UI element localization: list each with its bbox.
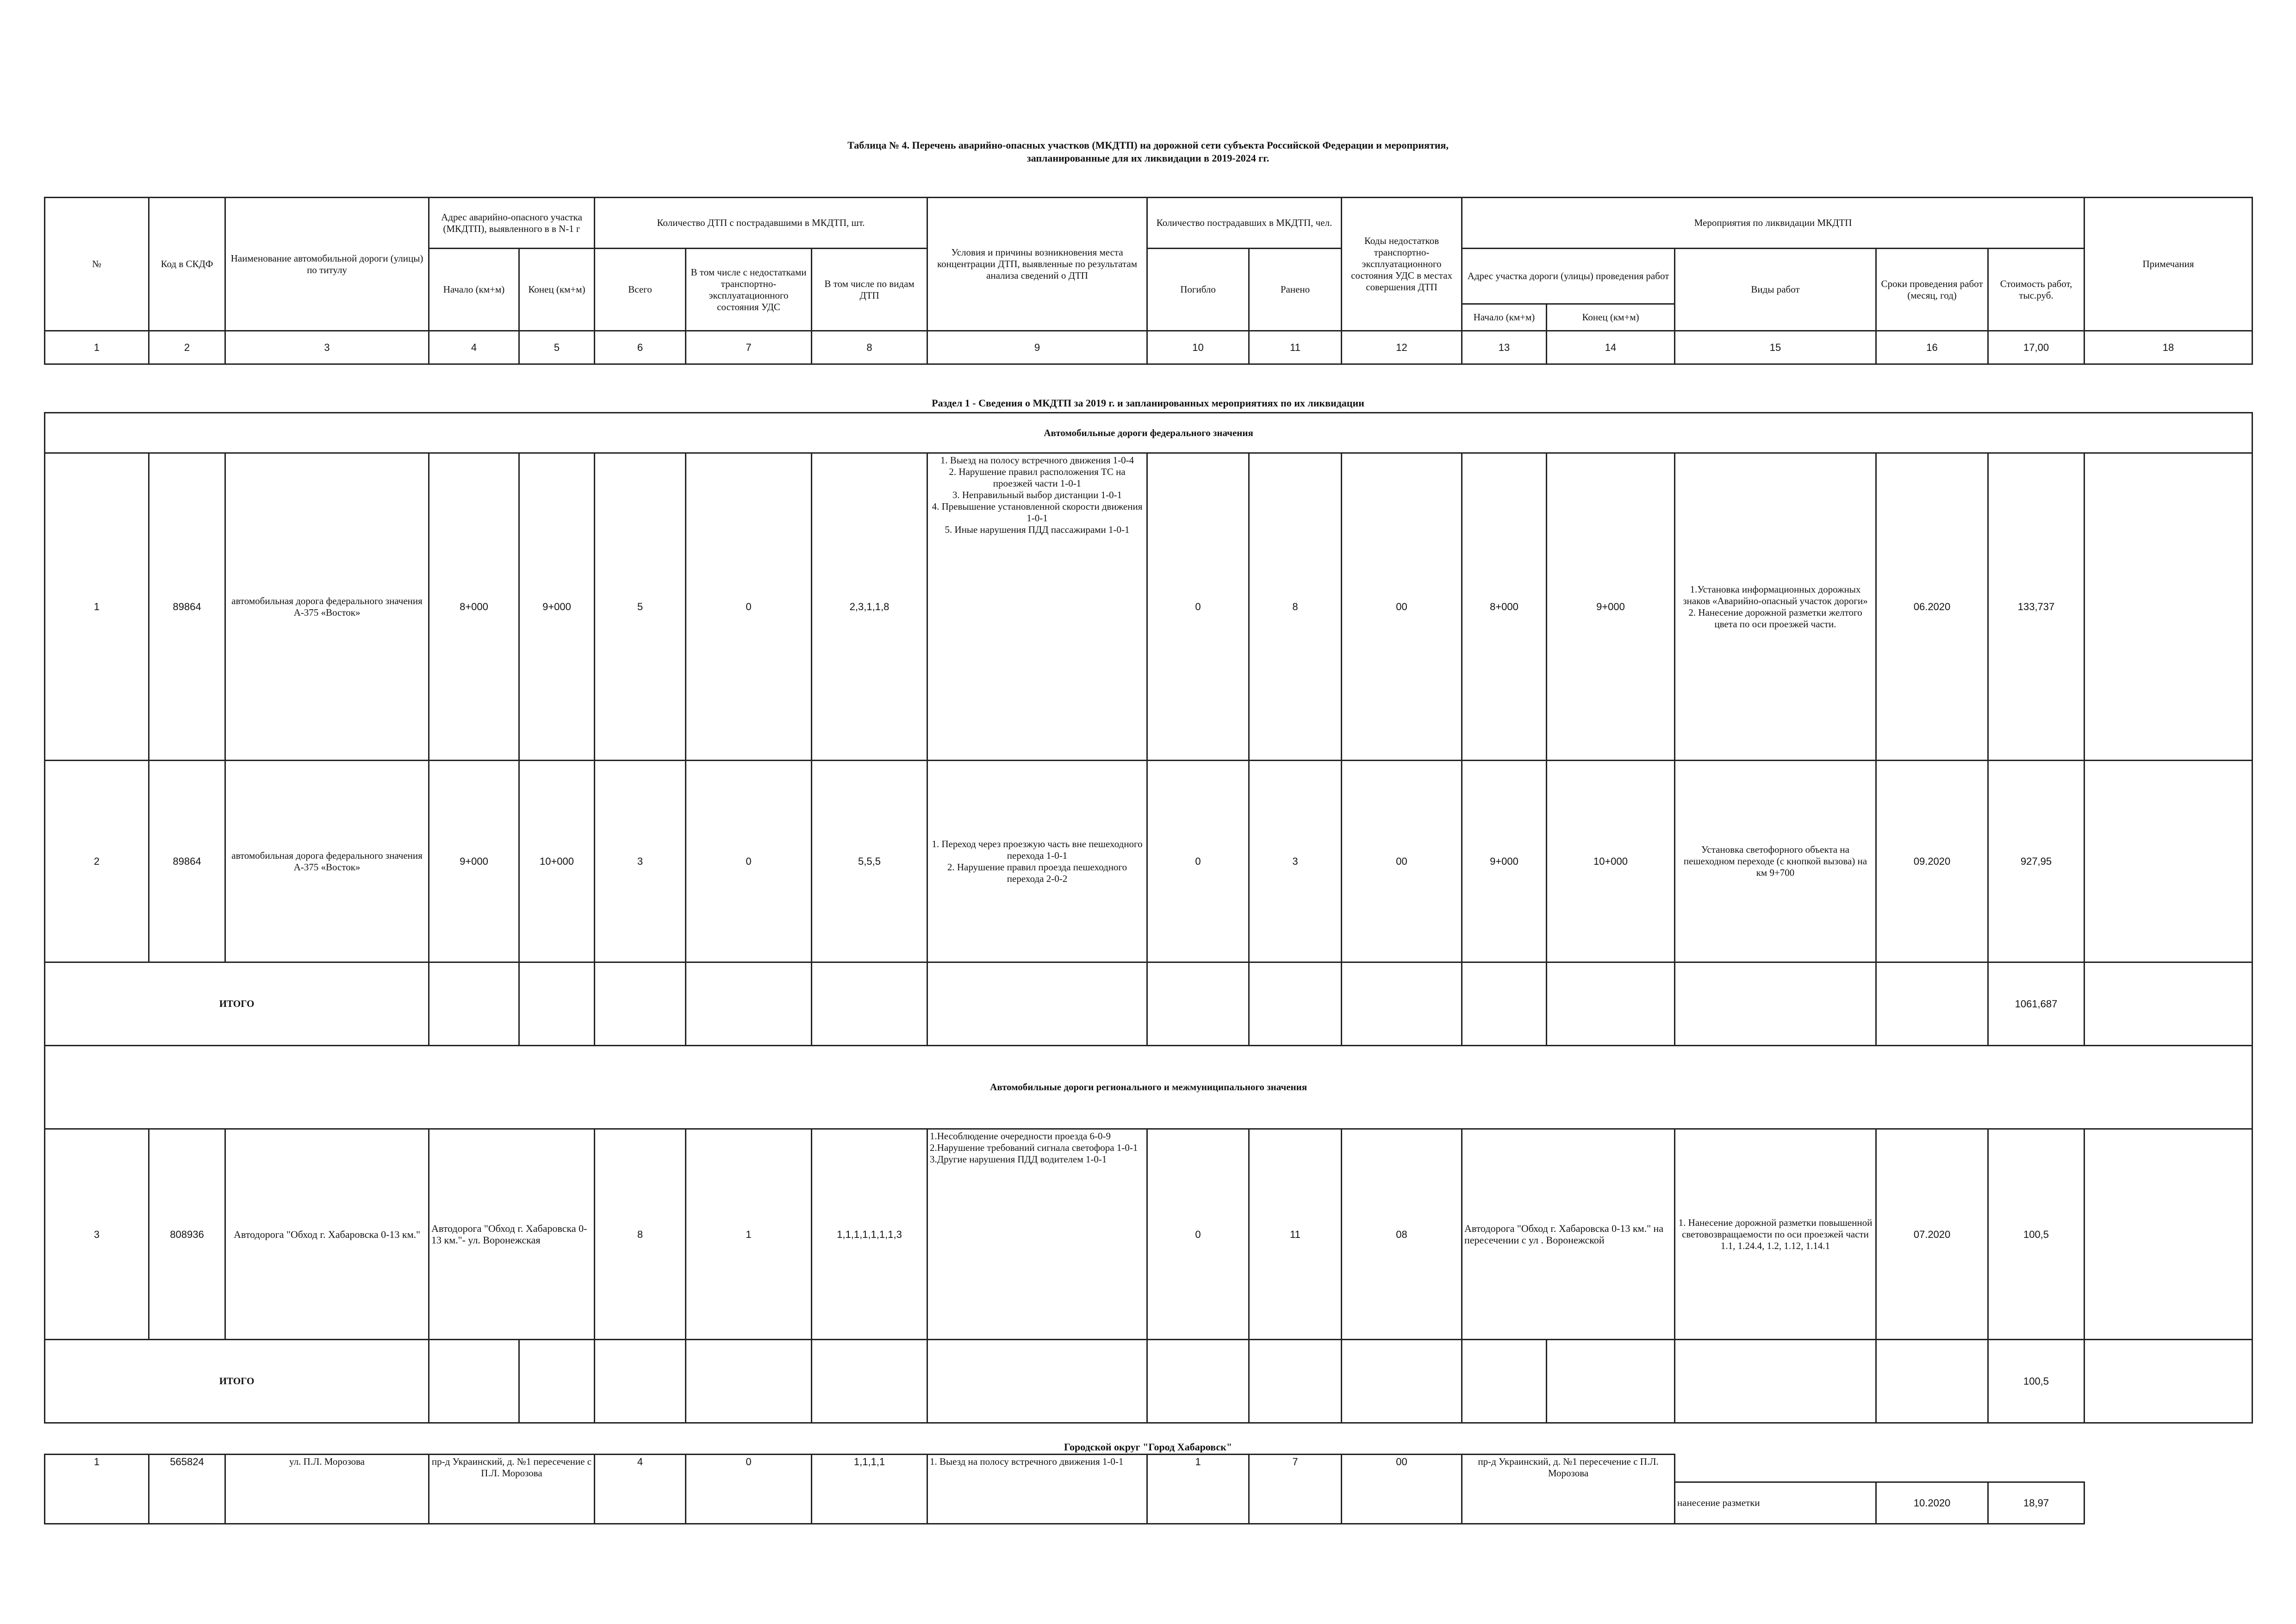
colnum: 8 (812, 331, 927, 364)
row-codes: 00 (1342, 453, 1462, 761)
row-types: 5,5,5 (812, 761, 927, 962)
colnum: 6 (595, 331, 686, 364)
row-codes: 00 (1342, 1455, 1462, 1524)
row-skdf: 89864 (149, 453, 225, 761)
title-line-2: запланированные для их ликвидации в 2019-2024 гг. (1027, 152, 1269, 164)
header-work-types: Виды работ (1675, 249, 1876, 331)
row-works: нанесение разметки (1675, 1482, 1876, 1524)
colnum: 2 (149, 331, 225, 364)
row-notes (2084, 761, 2252, 962)
colnum: 3 (225, 331, 429, 364)
header-incl-types: В том числе по видам ДТП (812, 249, 927, 331)
table-row (45, 1129, 2252, 1340)
row-works: Установка светофорного объекта на пешеходном переходе (с кнопкой вызова) на км 9+700 (1675, 761, 1876, 962)
header-measures-group: Мероприятия по ликвидации МКДТП (1462, 198, 2084, 249)
row-deadline: 06.2020 (1876, 453, 1988, 761)
row-total: 4 (595, 1455, 686, 1524)
row-no: 3 (45, 1129, 149, 1340)
header-injured: Ранено (1249, 249, 1342, 331)
total-row (45, 1340, 2252, 1423)
row-works: 1.Установка информационных дорожных знаков «Аварийно-опасный участок дороги» 2. Нанесение дорожной разметки желтого цвета по оси проезжей части. (1675, 453, 1876, 761)
row-killed: 0 (1147, 761, 1249, 962)
federal-roads-heading: Автомобильные дороги федерального значения (45, 413, 2252, 453)
colnum: 10 (1147, 331, 1249, 364)
row-road: Автодорога "Обход г. Хабаровска 0-13 км." (225, 1129, 429, 1340)
row-start: 8+000 (429, 453, 519, 761)
colnum: 4 (429, 331, 519, 364)
colnum: 13 (1462, 331, 1547, 364)
row-total: 8 (595, 1129, 686, 1340)
row-work-address: пр-д Украинский, д. №1 пересечение с П.Л. Морозова (1462, 1455, 1675, 1524)
header-work-address: Адрес участка дороги (улицы) проведения работ (1462, 249, 1675, 304)
row-skdf: 565824 (149, 1455, 225, 1524)
header-accidents-group: Количество ДТП с пострадавшими в МКДТП, шт. (595, 198, 927, 249)
row-injured: 11 (1249, 1129, 1342, 1340)
row-work-address: Автодорога "Обход г. Хабаровска 0-13 км." на пересечении с ул . Воронежской (1462, 1129, 1675, 1340)
table-row (45, 453, 2252, 761)
colnum: 18 (2084, 331, 2252, 364)
header-codes: Коды недостатков транспортно-эксплуатационного состояния УДС в местах совершения ДТП (1342, 198, 1462, 331)
row-killed: 1 (1147, 1455, 1249, 1524)
header-skdf: Код в СКДФ (149, 198, 225, 331)
header-road-name: Наименование автомобильной дороги (улицы) по титулу (225, 198, 429, 331)
row-work-start: 9+000 (1462, 761, 1547, 962)
header-total: Всего (595, 249, 686, 331)
header-end: Конец (км+м) (519, 249, 595, 331)
header-address-group: Адрес аварийно-опасного участка (МКДТП), выявленного в в N-1 г (429, 198, 595, 249)
colnum: 16 (1876, 331, 1988, 364)
row-conditions: 1. Выезд на полосу встречного движения 1-0-1 (927, 1455, 1147, 1524)
row-conditions: 1. Выезд на полосу встречного движения 1-0-4 2. Нарушение правил расположения ТС на проезжей части 1-0-1 3. Неправильный выбор дистанции 1-0-1 4. Превышение установленной скорости движения 1-0-1 5. Иные нарушения ПДД пассажирами 1-0-1 (927, 453, 1147, 761)
total-cost: 1061,687 (1988, 962, 2084, 1046)
header-victims-group: Количество пострадавших в МКДТП, чел. (1147, 198, 1342, 249)
row-cost: 18,97 (1988, 1482, 2084, 1524)
city-table (44, 1454, 2252, 1524)
title-line-1: Таблица № 4. Перечень аварийно-опасных участков (МКДТП) на дорожной сети субъекта Российской Федерации и мероприятия, (847, 139, 1449, 151)
total-label: ИТОГО (45, 962, 429, 1046)
city-heading: Городской округ "Город Хабаровск" (1064, 1441, 1232, 1453)
row-conditions: 1. Переход через проезжую часть вне пешеходного перехода 1-0-1 2. Нарушение правил проезда пешеходного перехода 2-0-2 (927, 761, 1147, 962)
header-work-end: Конец (км+м) (1547, 304, 1675, 331)
section1-title: Раздел 1 - Сведения о МКДТП за 2019 г. и запланированных мероприятиях по их ликвидации (932, 397, 1364, 409)
row-address: пр-д Украинский, д. №1 пересечение с П.Л. Морозова (429, 1455, 595, 1524)
row-work-start: 8+000 (1462, 453, 1547, 761)
total-label: ИТОГО (45, 1340, 429, 1423)
row-road: автомобильная дорога федерального значения А-375 «Восток» (225, 761, 429, 962)
row-cost: 100,5 (1988, 1129, 2084, 1340)
row-notes (2084, 453, 2252, 761)
row-cost: 133,737 (1988, 453, 2084, 761)
row-skdf: 89864 (149, 761, 225, 962)
row-total: 3 (595, 761, 686, 962)
colnum: 11 (1249, 331, 1342, 364)
row-work-end: 9+000 (1547, 453, 1675, 761)
row-killed: 0 (1147, 453, 1249, 761)
colnum: 15 (1675, 331, 1876, 364)
column-number-row (45, 331, 2252, 364)
regional-roads-heading: Автомобильные дороги регионального и межмуниципального значения (45, 1046, 2252, 1129)
row-injured: 8 (1249, 453, 1342, 761)
row-road: автомобильная дорога федерального значения А-375 «Восток» (225, 453, 429, 761)
row-conditions: 1.Несоблюдение очередности проезда 6-0-9 2.Нарушение требований сигнала светофора 1-0-1 3.Другие нарушения ПДД водителем 1-0-1 (927, 1129, 1147, 1340)
row-total: 5 (595, 453, 686, 761)
row-types: 1,1,1,1 (812, 1455, 927, 1524)
row-injured: 3 (1249, 761, 1342, 962)
row-end: 10+000 (519, 761, 595, 962)
row-killed: 0 (1147, 1129, 1249, 1340)
table-row (45, 1455, 2252, 1482)
header-incl-uds: В том числе с недостатками транспортно-эксплуатационного состояния УДС (686, 249, 812, 331)
header-start: Начало (км+м) (429, 249, 519, 331)
row-end: 9+000 (519, 453, 595, 761)
row-types: 1,1,1,1,1,1,1,3 (812, 1129, 927, 1340)
colnum: 5 (519, 331, 595, 364)
colnum: 1 (45, 331, 149, 364)
header-notes: Примечания (2084, 198, 2252, 331)
colnum: 14 (1547, 331, 1675, 364)
header-work-start: Начало (км+м) (1462, 304, 1547, 331)
row-uds: 0 (686, 761, 812, 962)
row-deadline: 09.2020 (1876, 761, 1988, 962)
row-start: 9+000 (429, 761, 519, 962)
row-work-end: 10+000 (1547, 761, 1675, 962)
row-skdf: 808936 (149, 1129, 225, 1340)
row-no: 1 (45, 453, 149, 761)
row-no: 1 (45, 1455, 149, 1524)
row-types: 2,3,1,1,8 (812, 453, 927, 761)
colnum: 17,00 (1988, 331, 2084, 364)
row-codes: 08 (1342, 1129, 1462, 1340)
header-deadline: Сроки проведения работ (месяц, год) (1876, 249, 1988, 331)
row-deadline: 10.2020 (1876, 1482, 1988, 1524)
total-cost: 100,5 (1988, 1340, 2084, 1423)
total-row (45, 962, 2252, 1046)
row-address: Автодорога "Обход г. Хабаровска 0-13 км."- ул. Воронежская (429, 1129, 595, 1340)
colnum: 12 (1342, 331, 1462, 364)
table-row (45, 761, 2252, 962)
row-codes: 00 (1342, 761, 1462, 962)
header-cost: Стоимость работ, тыс.руб. (1988, 249, 2084, 331)
row-works: 1. Нанесение дорожной разметки повышенной световозвращаемости по оси проезжей части 1.1, 1.24.4, 1.2, 1.12, 1.14.1 (1675, 1129, 1876, 1340)
main-table (44, 412, 2253, 1424)
row-uds: 0 (686, 1455, 812, 1524)
row-deadline: 07.2020 (1876, 1129, 1988, 1340)
header-conditions: Условия и причины возникновения места концентрации ДТП, выявленные по результатам анализа сведений о ДТП (927, 198, 1147, 331)
row-cost: 927,95 (1988, 761, 2084, 962)
header-killed: Погибло (1147, 249, 1249, 331)
header-table (44, 197, 2253, 365)
row-uds: 1 (686, 1129, 812, 1340)
row-road: ул. П.Л. Морозова (225, 1455, 429, 1524)
row-no: 2 (45, 761, 149, 962)
colnum: 9 (927, 331, 1147, 364)
row-injured: 7 (1249, 1455, 1342, 1524)
row-uds: 0 (686, 453, 812, 761)
document-title (0, 139, 2296, 165)
colnum: 7 (686, 331, 812, 364)
header-no: № (45, 198, 149, 331)
